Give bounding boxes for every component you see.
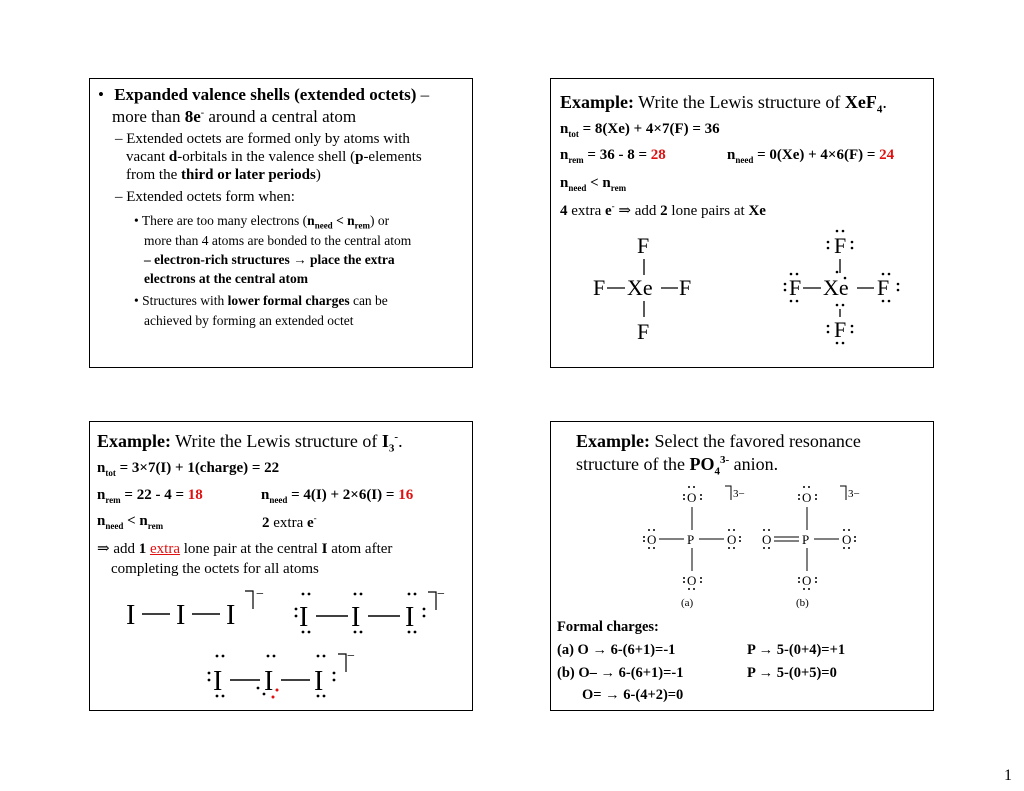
svg-text:O: O (802, 490, 812, 505)
slide3-add-line2: completing the octets for all atoms (111, 561, 319, 577)
xef4-a-f-top: F (637, 233, 650, 258)
slide4-title-line1: Example: Select the favored resonance (576, 431, 861, 451)
slide1-sub1-line1: – Extended octets are formed only by atoms with (115, 131, 410, 147)
xef4-b-xe: Xe (823, 275, 849, 300)
slide-example-xef4 (550, 78, 934, 368)
xef4-b-f-right: F (877, 275, 890, 300)
slide3-nneed: $n_{need} = 4(I) + 2\times 6(I) = 16$ (261, 487, 414, 505)
slide3-compare: $n_{need} < n_{rem}$ (97, 513, 164, 531)
slide2-nneed: $n_{need} = 0(Xe) + 4\times 6(F) = 24$ (727, 147, 895, 165)
page-number: 1 (1004, 767, 1012, 784)
slide4-fc-b: (b) O– → 6-(6+1)=-1 (557, 665, 684, 681)
xef4-b-f-top: F (834, 233, 847, 258)
slide-example-po4 (550, 421, 934, 711)
slide1-bullet1-line3: – electron-rich structures → place the extra (144, 252, 395, 267)
po4-label-b: (b) (796, 597, 809, 609)
svg-text:P: P (802, 532, 810, 547)
i3-b-atom-3: I (405, 602, 415, 633)
xef4-skeleton-structure (583, 225, 707, 349)
slide2-compare: $n_{need} < n_{rem}$ (560, 175, 627, 193)
slide1-bullet1-line1: • There are too many electrons $(n_{need} < n_{rem})$ or (134, 213, 390, 231)
slide4-fc-c: O= → 6-(4+2)=0 (582, 687, 684, 703)
xef4-lewis-structure (779, 225, 909, 349)
slide1-sub2: – Extended octets form when: (115, 189, 295, 205)
slide3-add-line1: ⇒ add 1 extra lone pair at the central I atom after (97, 541, 393, 557)
xef4-b-f-bottom: F (834, 317, 847, 342)
i3-b-atom-2: I (351, 602, 361, 633)
slide4-fc-a-p: P → 5-(0+4)=+1 (747, 642, 846, 658)
slide4-title-line2: structure of the $PO_4^{3-}$ anion. (576, 454, 779, 478)
slide2-title: Example: Write the Lewis structure of XeF$_4$. (560, 92, 887, 116)
slide1-sub1-line2: vacant d-orbitals in the valence shell (p-elements (126, 149, 422, 165)
xef4-b-f-left: F (789, 275, 802, 300)
svg-text:3−: 3− (733, 488, 745, 500)
i3-b-charge: − (437, 587, 445, 602)
slide3-title: Example: Write the Lewis structure of $I_3^-$. (97, 431, 403, 455)
slide4-fc-b-p: P → 5-(0+5)=0 (747, 665, 837, 681)
slide2-ntot: $n_{tot} = 8(Xe) + 4\times 7(F) = 36$ (560, 121, 720, 139)
slide1-title-line2: more than 8e- around a central atom (112, 107, 357, 126)
xef4-a-xe: Xe (627, 275, 653, 300)
i3-skeleton-structure (120, 584, 270, 634)
i3-a-atom-1: I (126, 600, 136, 631)
slide4-fc-a: (a) O → 6-(6+1)=-1 (557, 642, 676, 658)
slide3-extra: 2 extra e- (262, 513, 317, 531)
svg-text:O: O (802, 573, 812, 588)
slide2-nrem: $n_{rem} = 36 - 8 = 28$ (560, 147, 666, 165)
slide2-extra: 4 extra e- ⇒ add 2 lone pairs at Xe (560, 201, 766, 219)
slide1-sub1-line3: from the third or later periods) (126, 167, 321, 183)
i3-c-atom-2: I (264, 666, 274, 697)
i3-octet-structure (288, 584, 448, 640)
slide3-nrem: $n_{rem} = 22 - 4 = 18$ (97, 487, 203, 505)
po4-label-a: (a) (681, 597, 694, 609)
i3-c-atom-1: I (213, 666, 223, 697)
svg-text:3−: 3− (848, 488, 860, 500)
i3-b-atom-1: I (299, 602, 309, 633)
svg-text:O: O (762, 532, 772, 547)
slide1-bullet1-line2: more than 4 atoms are bonded to the central atom (144, 233, 412, 248)
svg-text:O: O (842, 532, 852, 547)
i3-a-charge: − (256, 587, 264, 602)
i3-a-atom-2: I (176, 600, 186, 631)
svg-text:O: O (727, 532, 737, 547)
slide1-bullet2-line2: achieved by forming an extended octet (144, 313, 354, 328)
slide-expanded-valence-shells (89, 78, 473, 368)
slide3-ntot: $n_{tot} = 3\times 7(I)$ + 1(charge) = 22 (97, 460, 280, 478)
i3-c-charge: − (347, 649, 355, 664)
slide1-bullet2-line1: • Structures with lower formal charges can be (134, 293, 388, 308)
xef4-a-f-bottom: F (637, 319, 650, 344)
slide1-bullet1-line4: electrons at the central atom (144, 271, 308, 286)
slide-example-i3 (89, 421, 473, 711)
svg-text:O: O (647, 532, 657, 547)
xef4-a-f-left: F (593, 275, 606, 300)
xef4-a-f-right: F (679, 275, 692, 300)
i3-expanded-structure (198, 646, 358, 702)
slide4-fc-title: Formal charges: (557, 619, 659, 635)
svg-text:O: O (687, 490, 697, 505)
po4-resonance-structures (639, 482, 879, 612)
i3-a-atom-3: I (226, 600, 236, 631)
svg-text:O: O (687, 573, 697, 588)
i3-c-atom-3: I (314, 666, 324, 697)
svg-text:P: P (687, 532, 695, 547)
slide1-title-line1: • Expanded valence shells (extended octets) – (98, 85, 430, 104)
